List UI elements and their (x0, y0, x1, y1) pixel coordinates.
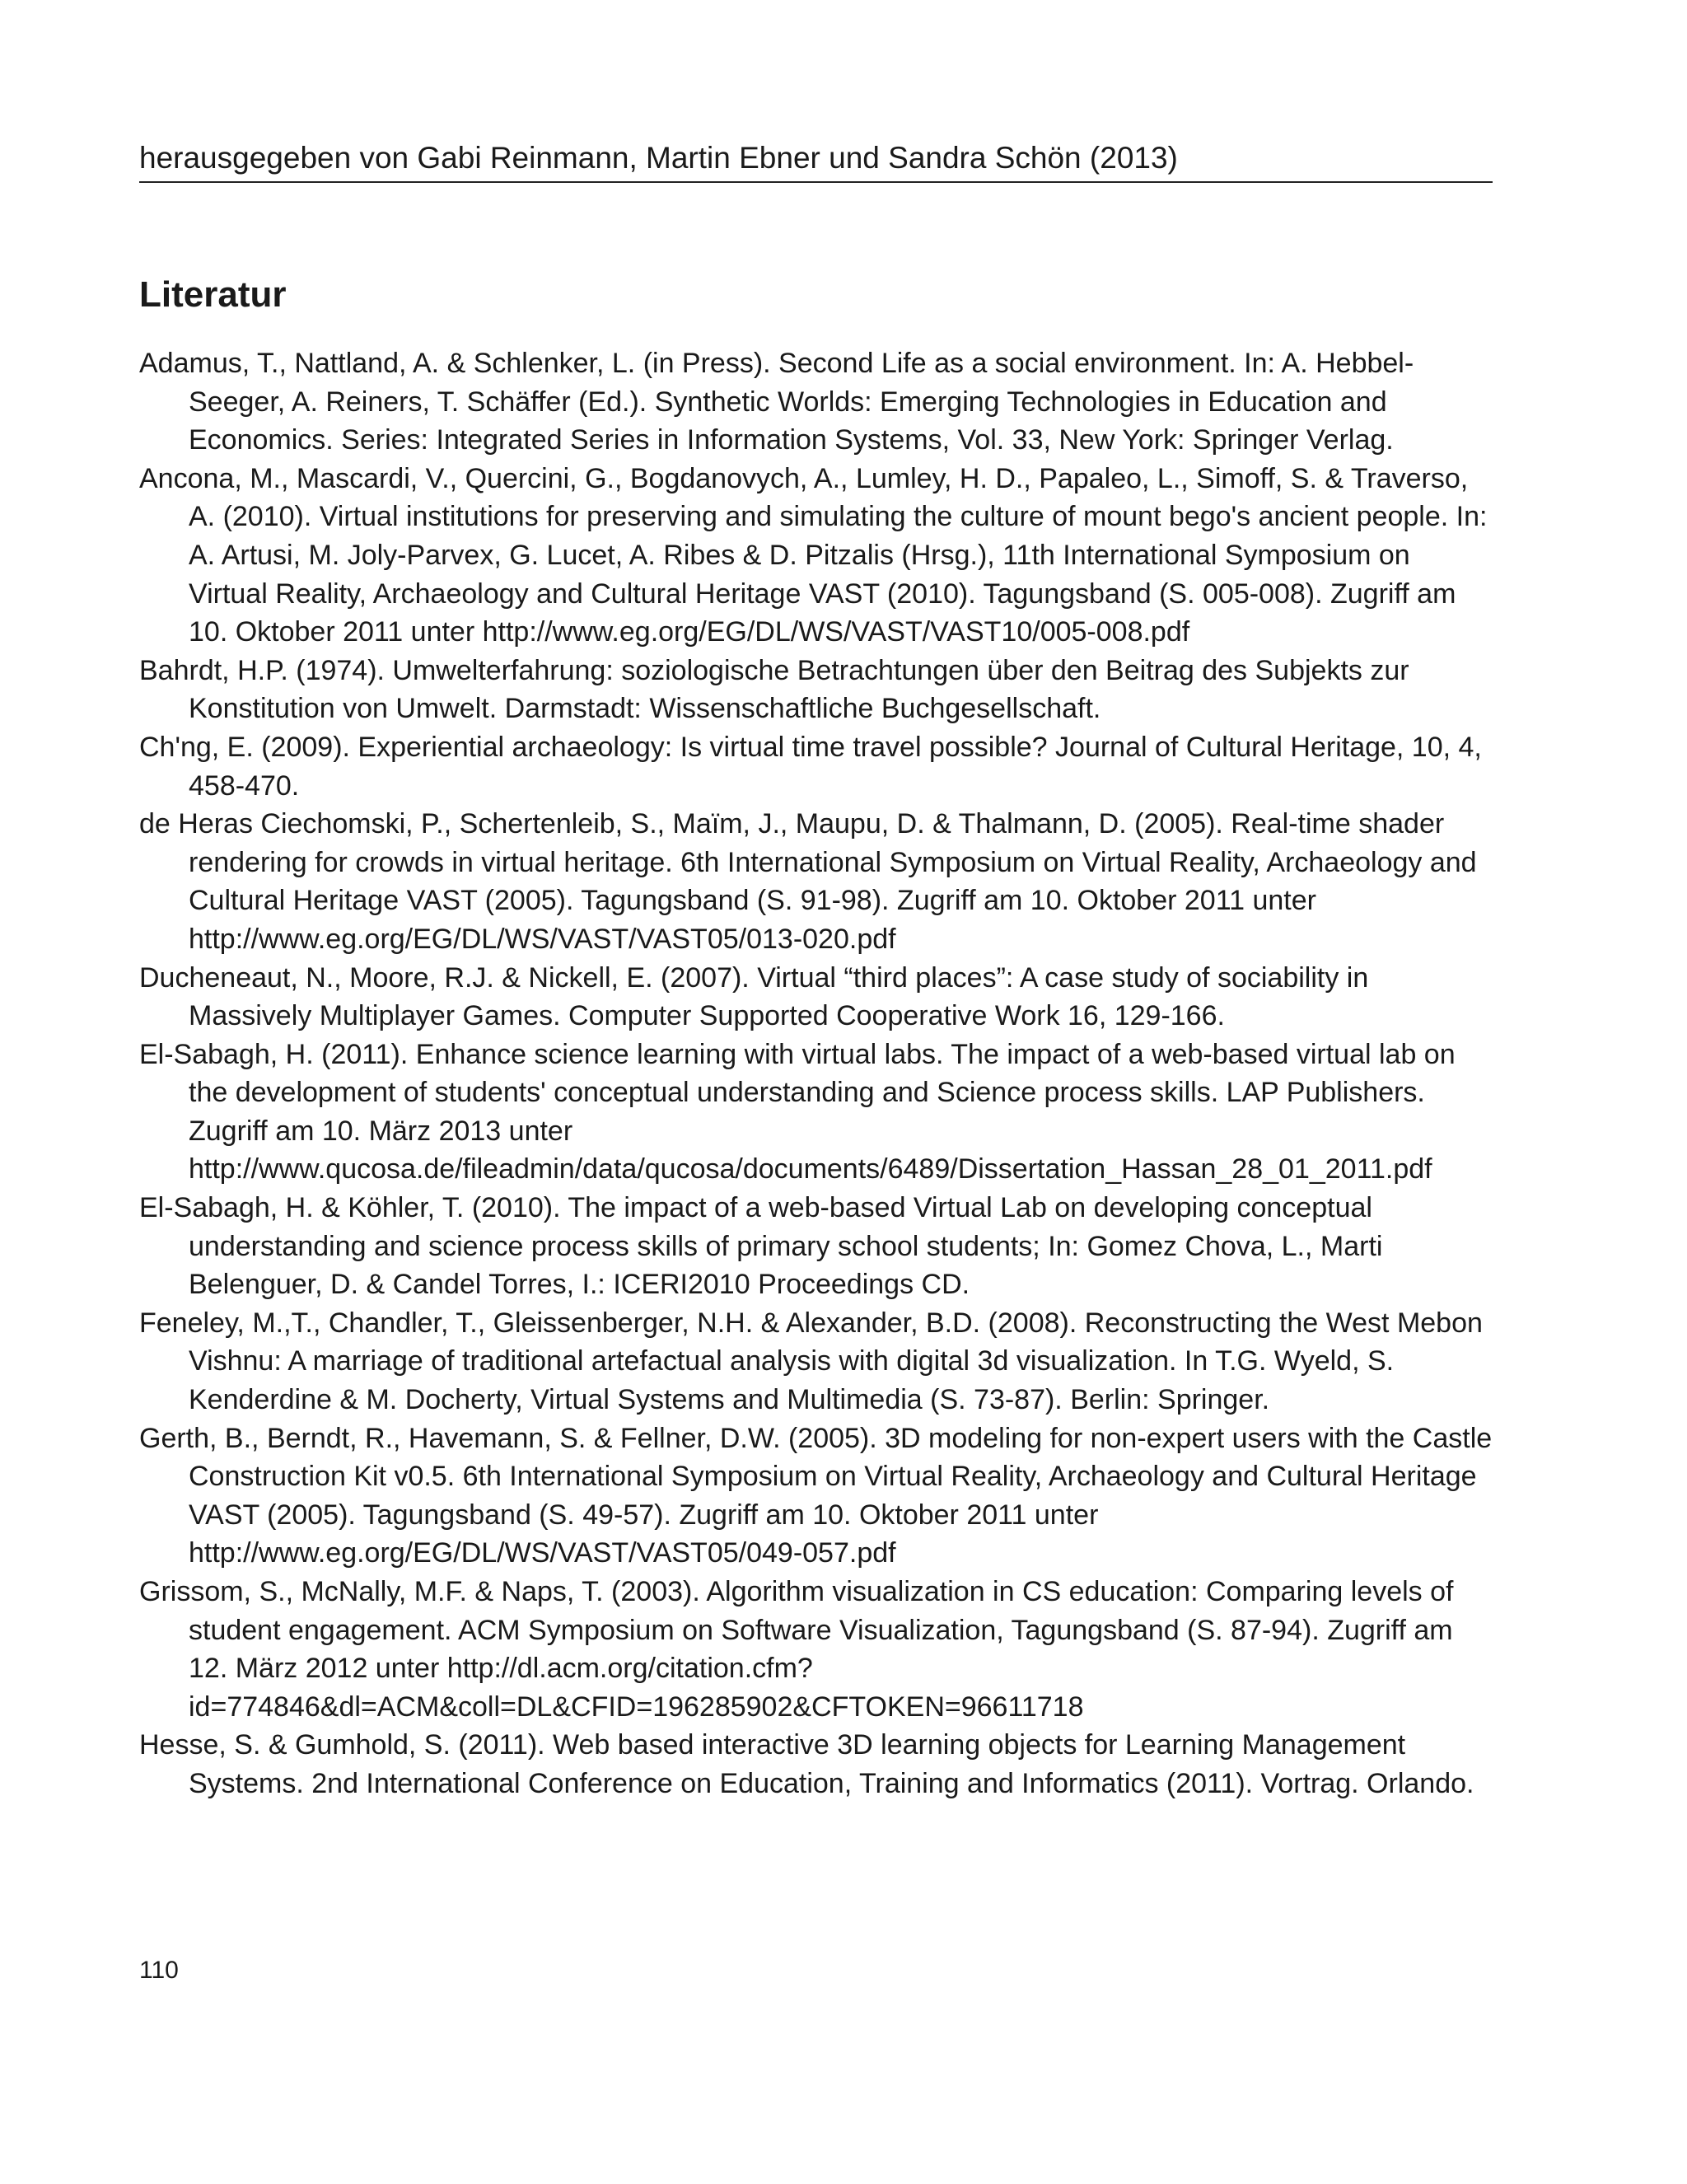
page-number: 110 (139, 1957, 179, 1984)
reference-entry: Adamus, T., Nattland, A. & Schlenker, L. (in Press). Second Life as a social environment. In: A. Hebbel-Seeger, A. Reiners, T. Schäffer (Ed.). Synthetic Worlds: Emerging Technologies in Education and Economics. Series: Integrated Series in Information Systems, Vol. 33, New York: Springer Verlag. (139, 348, 1414, 456)
reference-entry: Ancona, M., Mascardi, V., Quercini, G., Bogdanovych, A., Lumley, H. D., Papaleo, L., Simoff, S. & Traverso, A. (2010). Virtual institutions for preserving and simulating the culture of mount bego's ancient people. In: A. Artusi, M. Joly-Parvex, G. Lucet, A. Ribes & D. Pitzalis (Hrsg.), 11th International Symposium on Virtual Reality, Archaeology and Cultural Heritage VAST (2010). Tagungsband (S. 005-008). Zugriff am 10. Oktober 2011 unter http://www.eg.org/EG/DL/WS/VAST/VAST10/005-008.pdf (139, 462, 1488, 648)
reference-entry: de Heras Ciechomski, P., Schertenleib, S., Maïm, J., Maupu, D. & Thalmann, D. (2005). Real-time shader rendering for crowds in virtual heritage. 6th International Symposium on Virtual Reality, Archaeology and Cultural Heritage VAST (2005). Tagungsband (S. 91-98). Zugriff am 10. Oktober 2011 unter http://www.eg.org/EG/DL/WS/VAST/VAST05/013-020.pdf (139, 808, 1477, 955)
reference-entry: Bahrdt, H.P. (1974). Umwelterfahrung: soziologische Betrachtungen über den Beitrag des Subjekts zur Konstitution von Umwelt. Darmstadt: Wissenschaftliche Buchgesellschaft. (139, 654, 1409, 725)
reference-entry: El-Sabagh, H. (2011). Enhance science learning with virtual labs. The impact of a web-based virtual lab on the development of students' conceptual understanding and Science process skills. LAP Publishers. Zugriff am 10. März 2013 unter http://www.qucosa.de/fileadmin/data/qucosa/documents/6489/Dissertation_Hassan_28_01_2011.pdf (139, 1038, 1456, 1186)
reference-entry: Grissom, S., McNally, M.F. & Naps, T. (2003). Algorithm visualization in CS education: Comparing levels of student engagement. ACM Symposium on Software Visualization, Tagungsband (S. 87-94). Zugriff am 12. März 2012 unter http://dl.acm.org/citation.cfm?id=774846&dl=ACM&coll=DL&CFID=196285902&CFTOKEN=96611718 (139, 1576, 1454, 1723)
reference-entry: Ch'ng, E. (2009). Experiential archaeology: Is virtual time travel possible? Journal of Cultural Heritage, 10, 4, 458-470. (139, 731, 1482, 802)
reference-entry: Hesse, S. & Gumhold, S. (2011). Web based interactive 3D learning objects for Learning Management Systems. 2nd International Conference on Education, Training and Informatics (2011). Vortrag. Orlando. (139, 1729, 1474, 1799)
reference-entry: Feneley, M.,T., Chandler, T., Gleissenberger, N.H. & Alexander, B.D. (2008). Reconstructing the West Mebon Vishnu: A marriage of traditional artefactual analysis with digital 3d visualization. In T.G. Wyeld, S. Kenderdine & M. Docherty, Virtual Systems and Multimedia (S. 73-87). Berlin: Springer. (139, 1307, 1483, 1416)
reference-entry: El-Sabagh, H. & Köhler, T. (2010). The impact of a web-based Virtual Lab on developing conceptual understanding and science process skills of primary school students; In: Gomez Chova, L., Marti Belenguer, D. & Candel Torres, I.: ICERI2010 Proceedings CD. (139, 1192, 1383, 1301)
reference-list (139, 344, 1493, 1803)
reference-entry: Ducheneaut, N., Moore, R.J. & Nickell, E. (2007). Virtual “third places”: A case study of sociability in Massively Multiplayer Games. Computer Supported Cooperative Work 16, 129-166. (139, 961, 1369, 1032)
running-head: herausgegeben von Gabi Reinmann, Martin Ebner und Sandra Schön (2013) (139, 138, 1493, 183)
reference-entry: Gerth, B., Berndt, R., Havemann, S. & Fellner, D.W. (2005). 3D modeling for non-expert users with the Castle Construction Kit v0.5. 6th International Symposium on Virtual Reality, Archaeology and Cultural Heritage VAST (2005). Tagungsband (S. 49-57). Zugriff am 10. Oktober 2011 unter http://www.eg.org/EG/DL/WS/VAST/VAST05/049-057.pdf (139, 1422, 1493, 1569)
section-title: Literatur (139, 274, 287, 315)
